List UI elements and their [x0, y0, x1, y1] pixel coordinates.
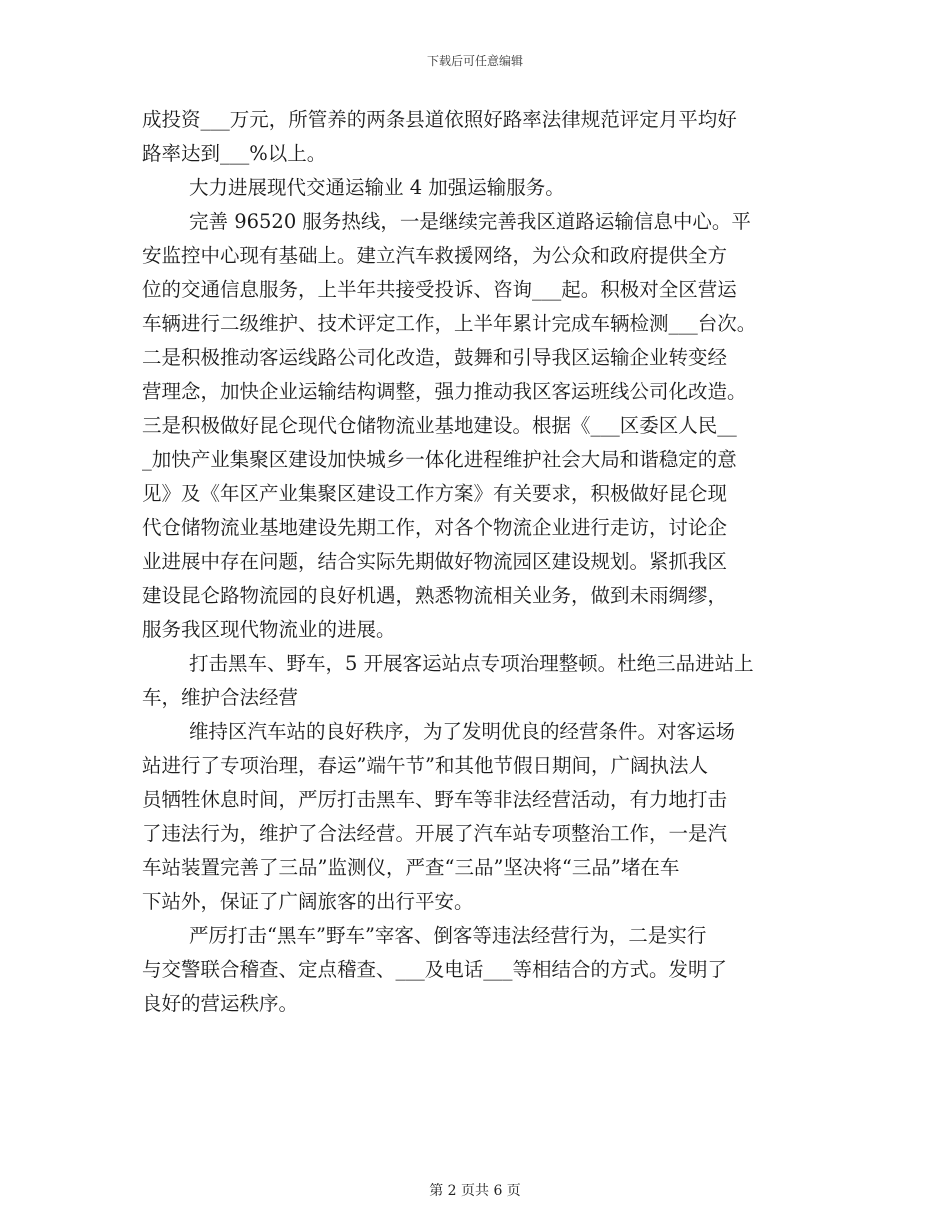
text-line: 车辆进行二级维护、技术评定工作，上半年累计完成车辆检测___台次。 — [142, 312, 757, 335]
text-line: 严厉打击“黑车”野车”宰客、倒客等违法经营行为，二是实行 — [189, 924, 707, 947]
document-body — [142, 103, 822, 1021]
text-line: 良好的营运秩序。 — [142, 992, 299, 1015]
text-line: 二是积极推动客运线路公司化改造，鼓舞和引导我区运输企业转变经 — [142, 346, 728, 369]
text-line: 路率达到___%以上。 — [142, 142, 327, 165]
text-line: 与交警联合稽查、定点稽查、___及电话___等相结合的方式。发明了 — [142, 958, 728, 981]
text-line: 成投资___万元，所管养的两条县道依照好路率法律规范评定月平均好 — [142, 108, 737, 131]
text-line: 下站外，保证了广阔旅客的出行平安。 — [142, 890, 474, 913]
text-line: 代仓储物流业基地建设先期工作，对各个物流企业进行走访，讨论企 — [142, 516, 728, 539]
page-footer: 第 2 页共 6 页 — [429, 1183, 521, 1199]
paragraph-heading: 大力进展现代交通运输业 4 加强运输服务。 — [189, 176, 565, 199]
text-line: _加快产业集聚区建设加快城乡一体化进程维护社会大局和谐稳定的意 — [142, 448, 737, 471]
text-line: 维持区汽车站的良好秩序，为了发明优良的经营条件。对客运场 — [189, 720, 736, 743]
text-line: 三是积极做好昆仑现代仓储物流业基地建设。根据《___区委区人民__ — [142, 414, 737, 437]
page-header: 下载后可任意编辑 — [426, 54, 523, 68]
text-line: 营理念，加快企业运输结构调整，强力推动我区客运班线公司化改造。 — [142, 380, 747, 403]
text-line: 见》及《年区产业集聚区建设工作方案》有关要求，积极做好昆仑现 — [142, 482, 728, 505]
text-line: 安监控中心现有基础上。建立汽车救援网络，为公众和政府提供全方 — [142, 244, 728, 267]
text-line: 完善 96520 服务热线，一是继续完善我区道路运输信息中心。平 — [189, 210, 751, 233]
text-line: 建设昆仑路物流园的良好机遇，熟悉物流相关业务，做到未雨绸缪， — [142, 584, 728, 607]
paragraph-heading: 打击黑车、野车，5 开展客运站点专项治理整顿。杜绝三品进站上 — [189, 652, 754, 675]
text-line: 服务我区现代物流业的进展。 — [142, 618, 396, 641]
text-line: 业进展中存在问题，结合实际先期做好物流园区建设规划。紧抓我区 — [142, 550, 728, 573]
text-line: 了违法行为，维护了合法经营。开展了汽车站专项整治工作，一是汽 — [142, 822, 728, 845]
text-line: 员牺牲休息时间，严厉打击黑车、野车等非法经营活动，有力地打击 — [142, 788, 728, 811]
text-line: 位的交通信息服务，上半年共接受投诉、咨询___起。积极对全区营运 — [142, 278, 737, 301]
text-line: 车，维护合法经营 — [142, 686, 299, 709]
text-line: 车站装置完善了三品”监测仪，严查“三品”坚决将“三品”堵在车 — [142, 856, 680, 879]
text-line: 站进行了专项治理，春运”端午节”和其他节假日期间，广阔执法人 — [142, 754, 708, 777]
